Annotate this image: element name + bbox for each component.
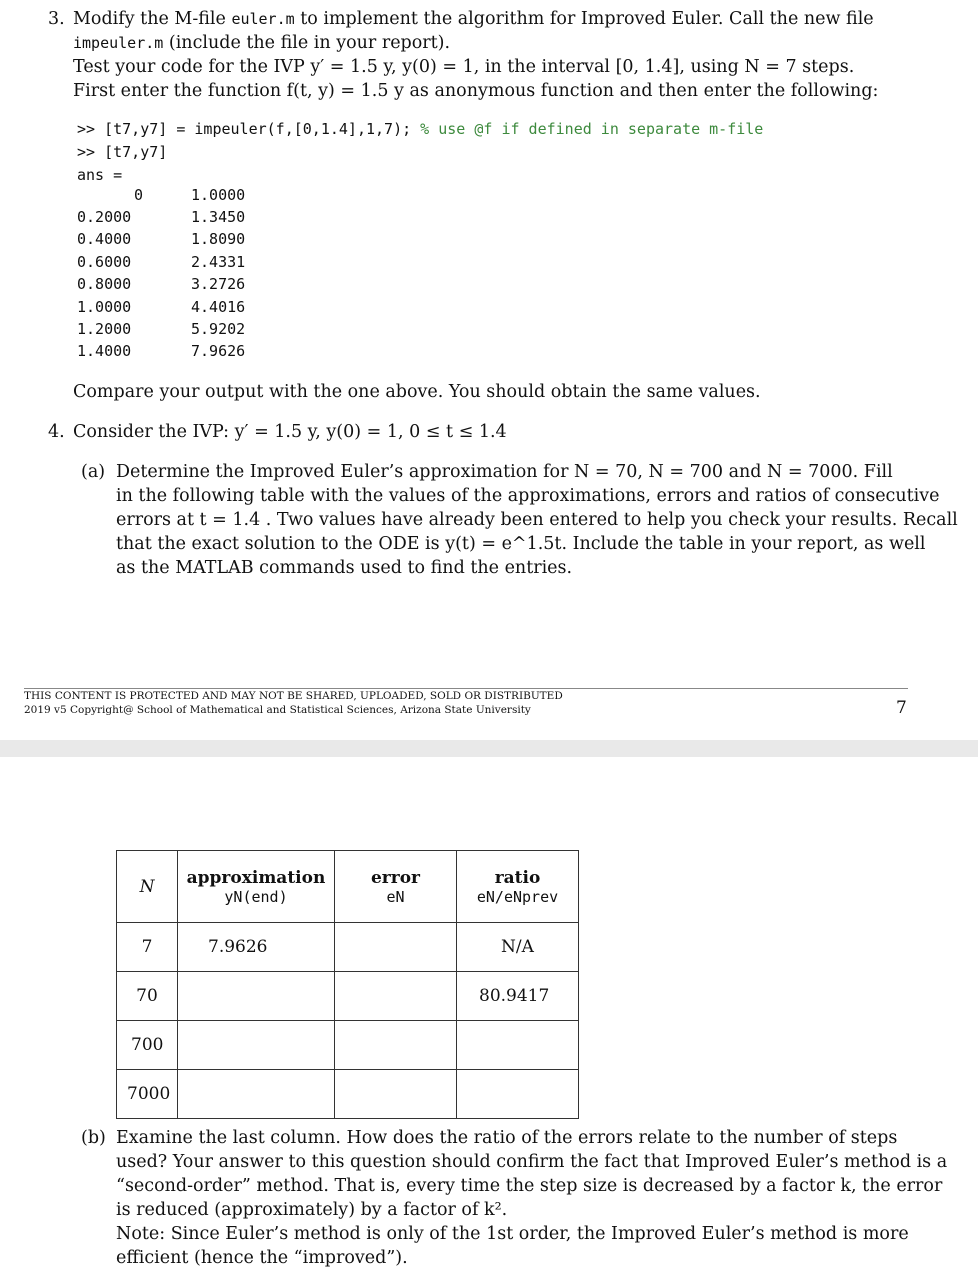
output-y: 4.4016 xyxy=(191,298,246,316)
part-b-line: used? Your answer to this question should confirm the fact that Improved Euler’s method is a xyxy=(116,1152,948,1172)
compare-text: Compare your output with the one above. You should obtain the same values. xyxy=(73,382,761,402)
table-row xyxy=(117,1070,579,1119)
cell-approx: 7.9626 xyxy=(178,923,335,972)
part-a-line: Determine the Improved Euler’s approximation for N = 70, N = 700 and N = 7000. Fill xyxy=(116,462,893,482)
output-t: 0 xyxy=(133,186,143,204)
part-b-line: Note: Since Euler’s method is only of the 1st order, the Improved Euler’s method is more xyxy=(116,1224,909,1244)
part-a-line: errors at t = 1.4 . Two values have already been entered to help you check your results. Recall xyxy=(116,510,958,530)
output-t: 1.0000 xyxy=(77,298,132,316)
cell-ratio: 80.9417 xyxy=(457,972,579,1021)
output-y: 5.9202 xyxy=(191,320,246,338)
part-b-label: (b) xyxy=(81,1128,106,1148)
q3-line-2 xyxy=(73,31,450,55)
footer-notice: THIS CONTENT IS PROTECTED AND MAY NOT BE SHARED, UPLOADED, SOLD OR DISTRIBUTED xyxy=(24,690,563,702)
cell-error[interactable] xyxy=(335,1070,457,1119)
cell-approx[interactable] xyxy=(178,972,335,1021)
command-1-comment: % use @f if defined in separate m-file xyxy=(420,120,764,138)
cell-error[interactable] xyxy=(335,923,457,972)
output-t: 0.8000 xyxy=(77,275,132,293)
cell-n: 7 xyxy=(117,923,178,972)
impeuler-filename: impeuler.m xyxy=(73,34,164,52)
cell-n: 7000 xyxy=(117,1070,178,1119)
part-b-line: Examine the last column. How does the ratio of the errors relate to the number of steps xyxy=(116,1128,898,1148)
cell-ratio[interactable] xyxy=(457,1070,579,1119)
part-b-line: “second-order” method. That is, every time the step size is decreased by a factor k, the error xyxy=(116,1176,943,1196)
ans-label: ans = xyxy=(77,166,123,184)
q4-number: 4. xyxy=(48,422,65,442)
page-number: 7 xyxy=(896,698,907,718)
q3-line-3: Test your code for the IVP y′ = 1.5 y, y(0) = 1, in the interval [0, 1.4], using N = 7 steps. xyxy=(73,57,855,77)
header-error: error eN xyxy=(335,851,457,923)
output-t: 0.6000 xyxy=(77,253,132,271)
page-break xyxy=(0,740,978,757)
output-y: 7.9626 xyxy=(191,342,246,360)
cell-approx[interactable] xyxy=(178,1021,335,1070)
cell-n: 700 xyxy=(117,1021,178,1070)
output-t: 0.4000 xyxy=(77,230,132,248)
cell-approx[interactable] xyxy=(178,1070,335,1119)
part-a-line: in the following table with the values of the approximations, errors and ratios of consecutive xyxy=(116,486,940,506)
footer-copyright: 2019 v5 Copyright@ School of Mathematical and Statistical Sciences, Arizona State University xyxy=(24,704,531,716)
part-a-line: that the exact solution to the ODE is y(t) = e^1.5t. Include the table in your report, as well xyxy=(116,534,926,554)
table-row xyxy=(117,1021,579,1070)
matlab-command-1 xyxy=(77,118,763,141)
q3-line-4: First enter the function f(t, y) = 1.5 y as anonymous function and then enter the following: xyxy=(73,81,879,101)
cell-ratio[interactable] xyxy=(457,1021,579,1070)
part-b-line: is reduced (approximately) by a factor of k². xyxy=(116,1200,508,1220)
q4-ivp: Consider the IVP: y′ = 1.5 y, y(0) = 1, 0 ≤ t ≤ 1.4 xyxy=(73,422,507,442)
table-row xyxy=(117,923,579,972)
output-t: 0.2000 xyxy=(77,208,132,226)
q3-line-1 xyxy=(73,7,874,31)
cell-error[interactable] xyxy=(335,1021,457,1070)
q3-line-2b: (include the file in your report). xyxy=(163,33,451,53)
header-ratio: ratio eN/eNprev xyxy=(457,851,579,923)
header-n: N xyxy=(117,851,178,923)
output-t: 1.4000 xyxy=(77,342,132,360)
matlab-command-2: >> [t7,y7] xyxy=(77,143,168,161)
output-y: 1.0000 xyxy=(191,186,246,204)
q3-number: 3. xyxy=(48,9,65,29)
output-y: 1.3450 xyxy=(191,208,246,226)
output-t: 1.2000 xyxy=(77,320,132,338)
footer-divider xyxy=(24,688,908,689)
euler-filename: euler.m xyxy=(231,10,295,28)
cell-ratio: N/A xyxy=(457,923,579,972)
cell-n: 70 xyxy=(117,972,178,1021)
q3-line-1a: Modify the M-file xyxy=(73,9,232,29)
command-1-text: >> [t7,y7] = impeuler(f,[0,1.4],1,7); xyxy=(77,120,421,138)
part-a-label: (a) xyxy=(81,462,106,482)
q3-line-1b: to implement the algorithm for Improved Euler. Call the new file xyxy=(294,9,874,29)
output-y: 2.4331 xyxy=(191,253,246,271)
output-y: 1.8090 xyxy=(191,230,246,248)
cell-error[interactable] xyxy=(335,972,457,1021)
table-row xyxy=(117,972,579,1021)
output-y: 3.2726 xyxy=(191,275,246,293)
header-approximation: approximation yN(end) xyxy=(178,851,335,923)
part-b-line: efficient (hence the “improved”). xyxy=(116,1248,408,1268)
table-header-row xyxy=(117,851,579,923)
part-a-line: as the MATLAB commands used to find the entries. xyxy=(116,558,573,578)
results-table xyxy=(116,850,579,1119)
